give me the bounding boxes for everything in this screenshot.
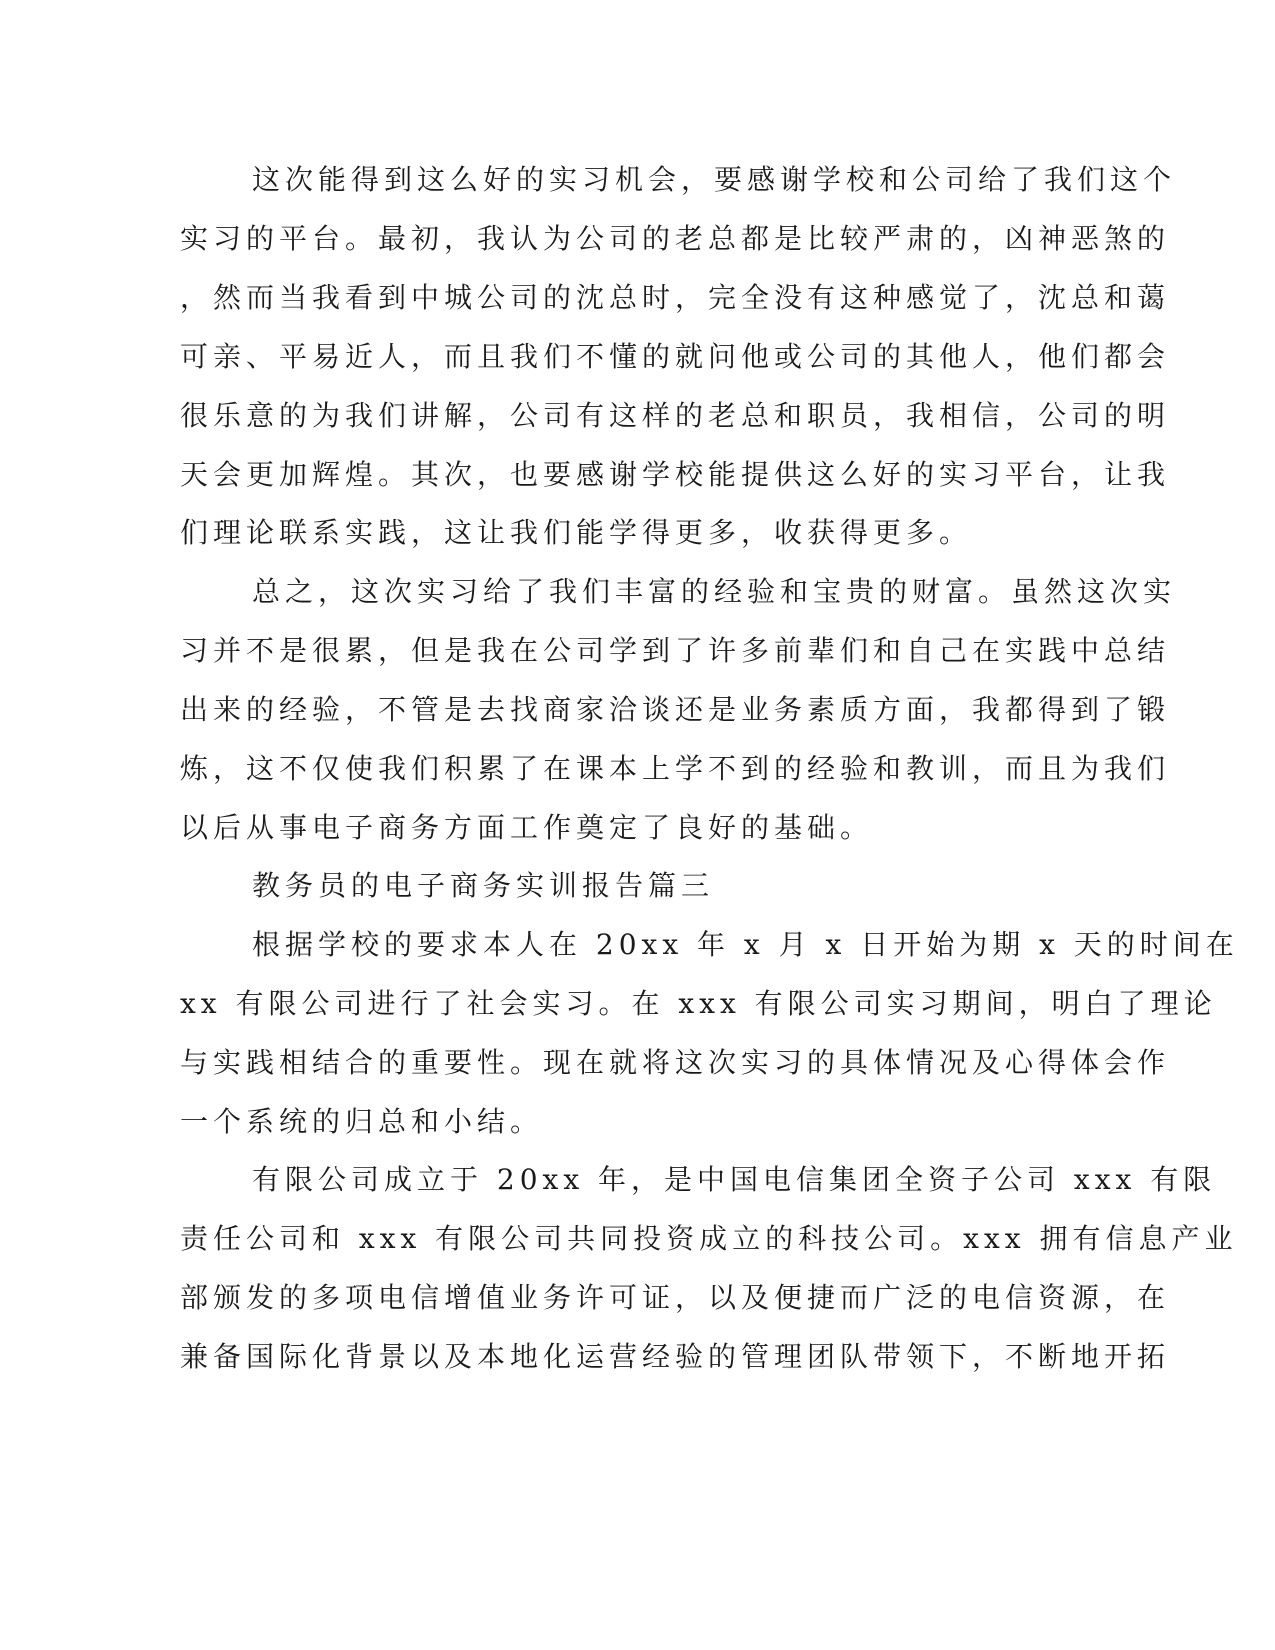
paragraph-line: 天会更加辉煌。其次，也要感谢学校能提供这么好的实习平台，让我: [180, 458, 1171, 491]
paragraph-line: 以后从事电子商务方面工作奠定了良好的基础。: [180, 811, 874, 844]
paragraph-line: 兼备国际化背景以及本地化运营经验的管理团队带领下，不断地开拓: [180, 1340, 1171, 1373]
paragraph-line: 与实践相结合的重要性。现在就将这次实习的具体情况及心得体会作: [180, 1046, 1171, 1079]
paragraph-line: 很乐意的为我们讲解，公司有这样的老总和职员，我相信，公司的明: [180, 399, 1171, 432]
paragraph-line: 有限公司成立于 20xx 年，是中国电信集团全资子公司 xxx 有限: [252, 1163, 1217, 1196]
paragraph-line: ，然而当我看到中城公司的沈总时，完全没有这种感觉了，沈总和蔼: [180, 281, 1171, 314]
paragraph-line: 部颁发的多项电信增值业务许可证，以及便捷而广泛的电信资源，在: [180, 1281, 1171, 1314]
paragraph-line: 习并不是很累，但是我在公司学到了许多前辈们和自己在实践中总结: [180, 634, 1171, 667]
paragraph-line: 们理论联系实践，这让我们能学得更多，收获得更多。: [180, 516, 973, 549]
section-heading: 教务员的电子商务实训报告篇三: [252, 869, 715, 902]
paragraph-line: 根据学校的要求本人在 20xx 年 x 月 x 日开始为期 x 天的时间在: [252, 928, 1239, 961]
paragraph-line: 实习的平台。最初，我认为公司的老总都是比较严肃的，凶神恶煞的: [180, 222, 1171, 255]
paragraph-line: 这次能得到这么好的实习机会，要感谢学校和公司给了我们这个: [252, 163, 1177, 196]
paragraph-line: 责任公司和 xxx 有限公司共同投资成立的科技公司。xxx 拥有信息产业: [180, 1222, 1238, 1255]
paragraph-line: 出来的经验，不管是去找商家洽谈还是业务素质方面，我都得到了锻: [180, 693, 1171, 726]
paragraph-line: 可亲、平易近人，而且我们不懂的就问他或公司的其他人，他们都会: [180, 340, 1171, 373]
paragraph-line: 一个系统的归总和小结。: [180, 1105, 544, 1138]
paragraph-line: 炼，这不仅使我们积累了在课本上学不到的经验和教训，而且为我们: [180, 752, 1171, 785]
paragraph-line: 总之，这次实习给了我们丰富的经验和宝贵的财富。虽然这次实: [252, 575, 1177, 608]
paragraph-line: xx 有限公司进行了社会实习。在 xxx 有限公司实习期间，明白了理论: [180, 987, 1217, 1020]
